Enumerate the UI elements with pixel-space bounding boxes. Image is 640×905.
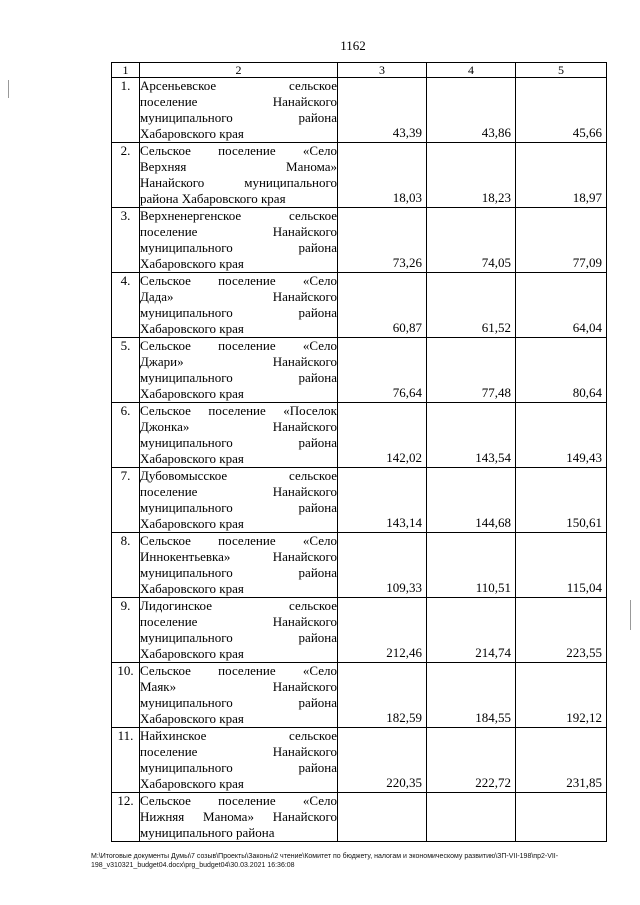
settlement-name-line: Хабаровского края [140,126,244,141]
settlement-name-line: Нанайского муниципального [140,175,337,190]
value-cell-col4 [427,143,516,208]
settlement-name [140,793,338,842]
settlement-name-line: муниципального района [140,760,337,775]
table-row [112,533,607,598]
table-row [112,403,607,468]
value-text: 182,59 [386,710,422,725]
settlement-name-line: Джонка» Нанайского [140,419,337,434]
value-text: 214,74 [475,645,511,660]
value-cell-col3 [338,403,427,468]
row-number: 5. [112,338,140,403]
budget-table [111,62,607,842]
row-number: 9. [112,598,140,663]
value-cell-col5 [516,208,607,273]
value-cell-col5 [516,663,607,728]
value-cell-col3 [338,598,427,663]
value-text: 231,85 [566,775,602,790]
settlement-name-line: муниципального района [140,435,337,450]
margin-mark-right [630,600,631,630]
value-text: 64,04 [572,320,602,335]
row-number: 11. [112,728,140,793]
settlement-name [140,663,338,728]
settlement-name [140,78,338,143]
settlement-name-line: муниципального района [140,240,337,255]
value-text: 43,39 [392,125,422,140]
value-text: 143,54 [475,450,511,465]
settlement-name-line: поселение Нанайского [140,614,337,629]
table-row [112,468,607,533]
value-cell-col5 [516,403,607,468]
value-text: 45,66 [572,125,602,140]
settlement-name-line: Хабаровского края [140,321,244,336]
settlement-name-line: Хабаровского края [140,776,244,791]
value-cell-col3 [338,663,427,728]
value-cell-col4 [427,598,516,663]
table-row [112,338,607,403]
settlement-name-line: Дубовомысское сельское [140,468,337,483]
settlement-name-line: Нижняя Манома» Нанайского [140,809,337,824]
value-cell-col3 [338,728,427,793]
value-cell-col3 [338,793,427,842]
value-text: 149,43 [566,450,602,465]
value-cell-col5 [516,598,607,663]
settlement-name [140,468,338,533]
value-text: 223,55 [566,645,602,660]
table-row [112,793,607,842]
row-number: 8. [112,533,140,598]
value-cell-col4 [427,78,516,143]
value-text: 150,61 [566,515,602,530]
settlement-name-line: муниципального района [140,500,337,515]
settlement-name [140,533,338,598]
value-text: 144,68 [475,515,511,530]
value-cell-col4 [427,403,516,468]
settlement-name-line: поселение Нанайского [140,94,337,109]
settlement-name-line: Сельское поселение «Село [140,663,337,678]
settlement-name-line: Джари» Нанайского [140,354,337,369]
table-row [112,143,607,208]
row-number: 7. [112,468,140,533]
settlement-name [140,143,338,208]
settlement-name [140,728,338,793]
settlement-name-line: Найхинское сельское [140,728,337,743]
table-row [112,78,607,143]
value-cell-col3 [338,273,427,338]
value-text: 18,03 [392,190,422,205]
settlement-name-line: района Хабаровского края [140,191,286,206]
settlement-name [140,403,338,468]
value-text: 192,12 [566,710,602,725]
value-text: 77,48 [481,385,511,400]
settlement-name [140,208,338,273]
settlement-name-line: муниципального района [140,695,337,710]
column-header-1: 1 [112,63,140,78]
settlement-name-line: Арсеньевское сельское [140,78,337,93]
value-text: 222,72 [475,775,511,790]
value-cell-col5 [516,273,607,338]
settlement-name-line: Хабаровского края [140,581,244,596]
value-text: 60,87 [392,320,422,335]
value-text: 73,26 [392,255,422,270]
table-body [112,78,607,842]
settlement-name-line: муниципального района [140,630,337,645]
settlement-name [140,598,338,663]
settlement-name-line: Маяк» Нанайского [140,679,337,694]
value-text: 220,35 [386,775,422,790]
settlement-name-line: Сельское поселение «Село [140,143,337,158]
value-cell-col4 [427,338,516,403]
column-header-4: 4 [427,63,516,78]
value-cell-col3 [338,338,427,403]
settlement-name-line: поселение Нанайского [140,224,337,239]
value-text: 18,97 [572,190,602,205]
value-cell-col5 [516,143,607,208]
column-header-3: 3 [338,63,427,78]
value-text: 61,52 [481,320,511,335]
value-cell-col5 [516,468,607,533]
table-row [112,663,607,728]
value-cell-col5 [516,728,607,793]
settlement-name [140,338,338,403]
value-text: 18,23 [481,190,511,205]
row-number: 6. [112,403,140,468]
value-cell-col3 [338,533,427,598]
value-text: 109,33 [386,580,422,595]
column-header-5: 5 [516,63,607,78]
settlement-name-line: Сельское поселение «Село [140,533,337,548]
settlement-name [140,273,338,338]
column-header-2: 2 [140,63,338,78]
value-text: 80,64 [572,385,602,400]
value-text: 43,86 [481,125,511,140]
value-cell-col4 [427,208,516,273]
settlement-name-line: Сельское поселение «Поселок [140,403,337,418]
settlement-name-line: Сельское поселение «Село [140,338,337,353]
value-cell-col3 [338,78,427,143]
value-cell-col4 [427,663,516,728]
settlement-name-line: Сельское поселение «Село [140,273,337,288]
settlement-name-line: Сельское поселение «Село [140,793,337,808]
margin-mark-left [8,80,9,98]
value-text: 77,09 [572,255,602,270]
value-text: 142,02 [386,450,422,465]
table-row [112,208,607,273]
table-row [112,728,607,793]
settlement-name-line: Иннокентьевка» Нанайского [140,549,337,564]
value-cell-col4 [427,793,516,842]
value-cell-col5 [516,793,607,842]
settlement-name-line: Хабаровского края [140,516,244,531]
settlement-name-line: Дада» Нанайского [140,289,337,304]
value-cell-col3 [338,208,427,273]
value-text: 143,14 [386,515,422,530]
value-cell-col4 [427,533,516,598]
row-number: 1. [112,78,140,143]
row-number: 4. [112,273,140,338]
value-cell-col5 [516,533,607,598]
settlement-name-line: Хабаровского края [140,386,244,401]
value-cell-col4 [427,728,516,793]
value-cell-col5 [516,338,607,403]
settlement-name-line: муниципального района [140,370,337,385]
settlement-name-line: поселение Нанайского [140,744,337,759]
row-number: 2. [112,143,140,208]
settlement-name-line: Лидогинское сельское [140,598,337,613]
document-path-footer: M:\Итоговые документы Думы\7 созыв\Проекты\Законы\2 чтение\Комитет по бюджету, налогам и экономическому развитию\ЗП-VII-198\пр2-VII-198_v310321_budget04.docx\prg_budget04\30.03.2021 16:36:08 [91,853,559,869]
row-number: 10. [112,663,140,728]
page-number: 1162 [340,38,366,53]
value-text: 74,05 [481,255,511,270]
row-number: 3. [112,208,140,273]
value-text: 110,51 [475,580,511,595]
settlement-name-line: Хабаровского края [140,451,244,466]
settlement-name-line: муниципального района [140,565,337,580]
value-text: 76,64 [392,385,422,400]
settlement-name-line: муниципального района [140,110,337,125]
row-number: 12. [112,793,140,842]
table-row [112,598,607,663]
settlement-name-line: Хабаровского края [140,256,244,271]
settlement-name-line: Хабаровского края [140,646,244,661]
value-cell-col4 [427,273,516,338]
value-cell-col4 [427,468,516,533]
settlement-name-line: Верхненергенское сельское [140,208,337,223]
value-cell-col3 [338,468,427,533]
value-text: 115,04 [566,580,602,595]
settlement-name-line: Верхняя Манома» [140,159,337,174]
value-text: 184,55 [475,710,511,725]
table-header-row [112,63,607,78]
table-row [112,273,607,338]
value-text: 212,46 [386,645,422,660]
settlement-name-line: поселение Нанайского [140,484,337,499]
settlement-name-line: муниципального района [140,825,275,840]
value-cell-col3 [338,143,427,208]
settlement-name-line: муниципального района [140,305,337,320]
value-cell-col5 [516,78,607,143]
settlement-name-line: Хабаровского края [140,711,244,726]
